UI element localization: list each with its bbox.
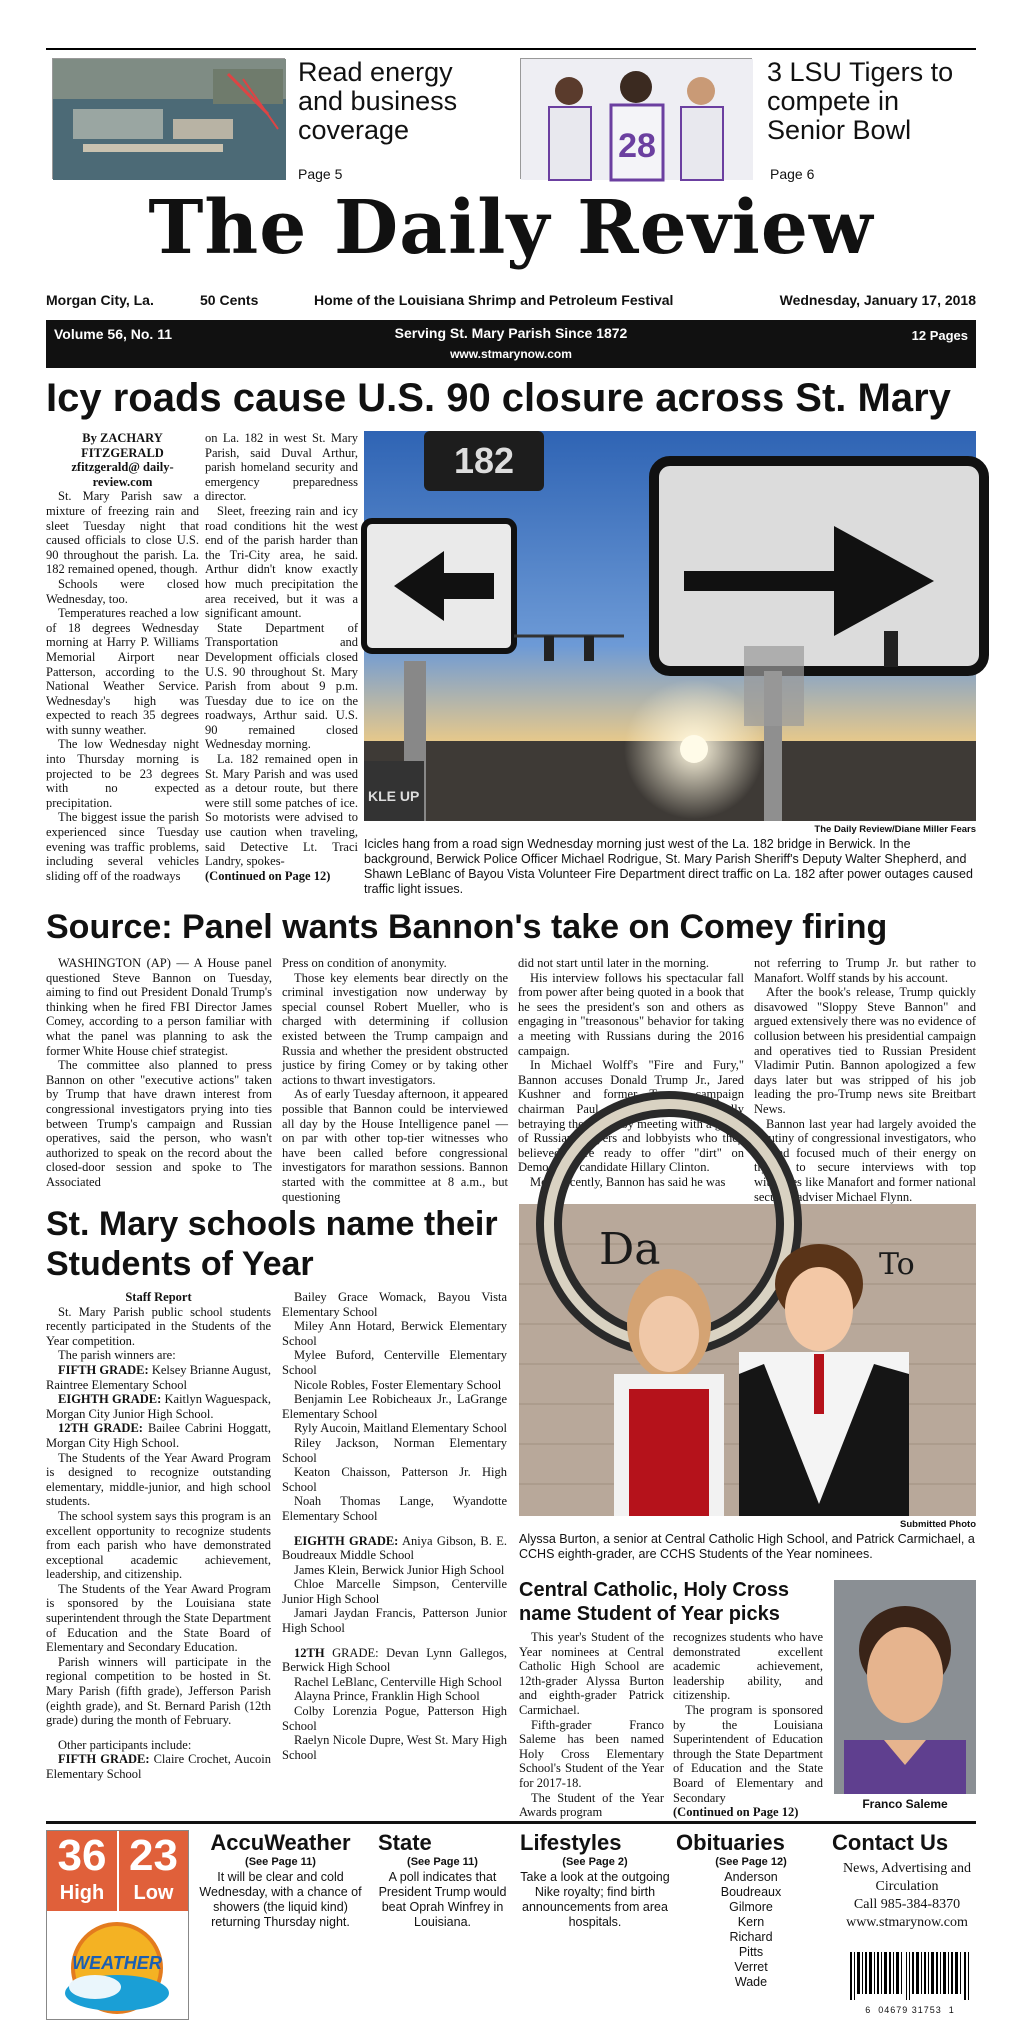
story3-text: The school system says this program is an excellent opportunity to recognize students from each parish who have demonstrated exceptional academic achievement, leadership, and citizenship. (46, 1508, 271, 1582)
story1-paragraph: Schools were closed Wednesday, too. (46, 576, 199, 606)
weather-box[interactable] (46, 1830, 189, 2020)
story3-caption: Alyssa Burton, a senior at Central Catholic High School, and Patrick Carmichael, a CCHS eighth-grader, are CCHS Students of the Year nominees. (519, 1532, 975, 1561)
obituary-name: Pitts (738, 1945, 764, 1959)
lifestyles-title: Lifestyles (520, 1830, 622, 1855)
story3-paragraph (46, 1509, 271, 1582)
story3-text: Raelyn Nicole Dupre, West St. Mary High School (282, 1733, 507, 1762)
story1-continued-link[interactable]: (Continued on Page 12) (205, 868, 331, 883)
masthead-date: Wednesday, January 17, 2018 (779, 292, 976, 308)
story3-paragraph (46, 1363, 271, 1392)
barcode (846, 1952, 974, 2015)
high-label: High (59, 1882, 105, 1904)
story3-list-item: Keaton Chaisson, Patterson Jr. High School (282, 1465, 507, 1494)
story3-text: Rachel LeBlanc, Centerville High School (294, 1674, 502, 1689)
road-sign-photo-image (364, 431, 976, 821)
story3-paragraph (46, 1305, 271, 1349)
obituary-name: Wade (734, 1975, 768, 1989)
story3-list-item (282, 1646, 507, 1675)
story2-paragraph: More recently, Bannon has said he was (530, 1174, 726, 1189)
footer-rule (46, 1821, 976, 1824)
accuweather-title: AccuWeather (210, 1830, 351, 1855)
story2-paragraph: Bannon last year had largely avoided the scrutiny of congressional investigators, who instead focused much of their energy on trying to secure interviews with top witnesses like Manafort and former national security adviser Michael Flynn. (754, 1116, 976, 1204)
teaser-page-energy[interactable]: Page 5 (298, 166, 343, 182)
barcode-image (846, 1952, 974, 2000)
story3-list-item (282, 1606, 507, 1635)
story3-text: Jamari Jaydan Francis, Patterson Junior High School (282, 1606, 507, 1636)
story1-paragraph: La. 182 remained open in St. Mary Parish and was used as a detour route, but there were still some patches of ice. So motorists were advised to use caution when traveling, said Detective Lt. Traci Landry, spokes- (205, 752, 358, 869)
high-temp-box (47, 1831, 117, 1911)
story3-paragraph (46, 1582, 271, 1655)
story3-list-item (282, 1689, 507, 1704)
story3-list-item: Noah Thomas Lange, Wyandotte Elementary School (282, 1494, 507, 1523)
story3-photo-credit: Submitted Photo (900, 1519, 976, 1530)
story3-text: The parish winners are: (58, 1348, 176, 1363)
franco-photo-caption: Franco Saleme (862, 1797, 948, 1811)
obituary-name: Richard (729, 1930, 773, 1944)
lsu-players-image (521, 59, 753, 180)
serving-line: Serving St. Mary Parish Since 1872 (394, 325, 628, 341)
story1-photo[interactable] (364, 431, 976, 821)
contact-phone[interactable]: Call 985-384-8370 (853, 1897, 961, 1912)
story1-photo-credit: The Daily Review/Diane Miller Fears (814, 824, 976, 835)
story1-paragraph: St. Mary Parish saw a mixture of freezing rain and sleet Tuesday night that caused officials to close U.S. 90 throughout the parish. La. 182 remained opened, though. (46, 489, 199, 577)
weather-logo-icon (47, 1913, 188, 2019)
story1-caption: Icicles hang from a road sign Wednesday morning just west of the La. 182 bridge in Berwick. In the background, Berwick Police Officer Michael Rodrigue, St. Mary Parish Sheriff's Deputy Walter Shepherd, and Shawn LeBlanc of Bayou Vista Volunteer Fire Department direct traffic on La. 182 after power outages caused traffic light issues. (364, 837, 973, 896)
masthead-title[interactable]: The Daily Review (148, 185, 874, 271)
obituaries-title: Obituaries (676, 1830, 785, 1855)
story3-paragraph (46, 1451, 271, 1509)
story4-paragraph: The Student of the Year Awards program (519, 1790, 664, 1820)
barcode-number: 6 04679 31753 1 (865, 2005, 955, 2015)
story1-paragraph: The biggest issue the parish experienced since Tuesday evening was traffic problems, including several vehicles sliding off of the roadways (46, 810, 199, 883)
state-section[interactable] (370, 1830, 515, 1930)
weather-logo (47, 1913, 188, 2019)
low-label: Low (133, 1882, 174, 1904)
masthead-info-bar (46, 320, 976, 368)
story4-paragraph: Fifth-grader Franco Saleme has been named Holy Cross Elementary School's Student of the Year for 2017-18. (519, 1717, 664, 1790)
obituary-name: Gilmore (729, 1900, 773, 1914)
story4-paragraph: This year's Student of the Year nominees at Central Catholic High School are 12th-grader Alyssa Burton and eighth-grader Patrick Carmichael. (519, 1630, 664, 1717)
contact-line: News, Advertising and Circulation (843, 1861, 971, 1894)
obituaries-see-page[interactable]: (See Page 12) (715, 1856, 787, 1868)
story3-text: Claire Crochet, Aucoin Elementary School (46, 1752, 271, 1781)
grade-lead: FIFTH GRADE: (58, 1362, 149, 1377)
grade-lead: EIGHTH GRADE: (294, 1533, 399, 1548)
story3-text: St. Mary Parish public school students recently participated in the Students of the Year competition. (46, 1304, 271, 1348)
story3-list-item (282, 1675, 507, 1690)
story3-text: The Students of the Year Award Program is sponsored by the Louisiana state superintendent through the State Department of Education and the State Board of Elementary and Secondary Education. (46, 1581, 271, 1655)
story3-paragraph (46, 1738, 271, 1753)
story2-paragraph: Those key elements bear directly on the criminal investigation now underway by special counsel Robert Mueller, who is charged with determining if collusion existed between the Trump campaign and Russia and whether the president obstructed justice by firing Comey or by taking other actions to thwart investigators. (282, 970, 508, 1087)
story3-list-item (282, 1534, 507, 1563)
story2-paragraph: After the book's release, Trump quickly disavowed "Sloppy Steve Bannon" and argued extensively there was no evidence of collusion between his presidential campaign and operatives tied to Russian President Vladimir Putin. Bannon apologized a few days later but was stripped of his job leading the pro-Trump news site Breitbart News. (754, 985, 976, 1116)
port-aerial-image (53, 59, 286, 180)
masthead-location: Morgan City, La. (46, 292, 154, 308)
story3-text: Other participants include: (58, 1737, 192, 1752)
obituary-name: Boudreaux (720, 1885, 782, 1899)
contact-section[interactable] (832, 1830, 982, 1932)
story2-paragraph: Press on condition of anonymity. (282, 956, 447, 970)
story3-column-2 (282, 1290, 507, 1812)
story3-text: The Students of the Year Award Program is designed to recognize outstanding elementary, middle-junior, and high school students. (46, 1450, 271, 1509)
story4-paragraph: recognizes students who have demonstrated excellent academic achievement, leadership ability, and citizenship. (673, 1630, 823, 1703)
story2-paragraph: WASHINGTON (AP) — A House panel questioned Steve Bannon on Tuesday, aiming to find out President Donald Trump's thinking when he fired FBI Director James Comey, according to a person familiar with what the panel was planning to ask the former White House chief strategist. (46, 956, 272, 1058)
story3-list-item (282, 1563, 507, 1578)
teaser-port-photo[interactable] (52, 58, 285, 179)
accuweather-see-page[interactable]: (See Page 11) (245, 1856, 316, 1868)
lifestyles-section[interactable] (520, 1830, 670, 1930)
weather-logo-text: WEATHER (72, 1953, 162, 1973)
route-sign-text: 182 (453, 440, 515, 481)
top-rule (46, 48, 976, 50)
story3-text: Kelsey Brianne August, Raintree Elementary School (46, 1362, 271, 1392)
story3-list-item: Riley Jackson, Norman Elementary School (282, 1435, 507, 1465)
story4-headline[interactable]: Central Catholic, Holy Cross name Student of Year picks (519, 1579, 790, 1625)
story3-text: James Klein, Berwick Junior High School (294, 1562, 505, 1577)
page-count: 12 Pages (911, 328, 968, 343)
state-see-page[interactable]: (See Page 11) (407, 1856, 478, 1868)
low-temp: 23 (129, 1831, 178, 1880)
story3-list-item (282, 1704, 507, 1733)
grade-lead: 12TH GRADE: (58, 1421, 143, 1436)
story1-byline: By ZACHARY FITZGERALD zfitzgerald@ daily-review.com (71, 431, 174, 489)
low-temp-box (119, 1831, 188, 1911)
obituary-name: Anderson (724, 1870, 778, 1884)
obituaries-section[interactable] (676, 1830, 826, 1990)
accuweather-section[interactable] (198, 1830, 363, 1930)
story3-text: GRADE: Devan Lynn Gallegos, Berwick High School (282, 1645, 507, 1675)
story4-column-2 (673, 1630, 823, 1820)
teaser-page-lsu[interactable]: Page 6 (770, 166, 815, 182)
grade-lead: EIGHTH GRADE: (58, 1392, 162, 1407)
story4-continued-link[interactable]: (Continued on Page 12) (673, 1805, 799, 1820)
story1-column-2 (205, 431, 358, 883)
story2-column-1 (46, 956, 272, 1192)
story3-headline[interactable]: St. Mary schools name their Students of Year (46, 1205, 498, 1283)
story1-paragraph: Sleet, freezing rain and icy road conditions hit the west end of the parish harder than the Tri-City area, he said. Arthur didn't know exactly how much precipitation the area received, but it was a significant amount. (205, 503, 358, 621)
story3-paragraph (46, 1655, 271, 1728)
story3-list-item: Bailey Grace Womack, Bayou Vista Elementary School (282, 1290, 507, 1319)
story3-paragraph (46, 1752, 271, 1781)
franco-portrait-image (834, 1580, 976, 1794)
story1-paragraph: Temperatures reached a low of 18 degrees Wednesday morning at Harry P. Williams Memorial Airport near Patterson, according to the National Weather Service. Wednesday's high was expected to reach 35 degrees with sunny weather. (46, 606, 199, 737)
story3-text: Chloe Marcelle Simpson, Centerville Junior High School (282, 1577, 507, 1606)
story1-paragraph: State Department of Transportation and Development officials closed U.S. 90 throughout St. Mary Parish from about 9 p.m. Tuesday due to ice on the roadways, Arthur said. U.S. 90 remained closed Wednesday morning. (205, 620, 358, 752)
state-text: A poll indicates that President Trump would beat Oprah Winfrey in Louisiana. (378, 1870, 507, 1929)
story1-paragraph: on La. 182 in west St. Mary Parish, said Duval Arthur, parish homeland security and emergency preparedness director. (205, 431, 358, 504)
story3-paragraph (46, 1392, 271, 1421)
story3-text: Colby Lorenzia Pogue, Patterson High School (282, 1704, 507, 1733)
accuweather-text: It will be clear and cold Wednesday, with a chance of showers (the liquid kind) returning Thursday night. (199, 1870, 362, 1929)
masthead-tagline: Home of the Louisiana Shrimp and Petroleum Festival (314, 292, 674, 308)
high-temp: 36 (57, 1831, 107, 1880)
story2-headline[interactable]: Source: Panel wants Bannon's take on Comey firing (46, 908, 888, 946)
story3-list-item: Nicole Robles, Foster Elementary School (294, 1377, 502, 1392)
obituary-name: Verret (734, 1960, 768, 1974)
story2-paragraph: His interview follows his spectacular fall from power after being quoted in a book that he sees the president's son and others as engaging in "treasonous" behavior for taking a meeting with Russians during the 2016 campaign. (518, 970, 744, 1058)
story3-paragraph (46, 1421, 271, 1450)
story2-column-3 (518, 956, 744, 1192)
story2-paragraph: The committee also planned to press Bannon on other "executive actions" taken by Trump that have drawn interest from congressional investigators prying into ties between Trump's campaign and Russian operatives, said the person, who wasn't authorized to speak on the record about the closed-door session and spoke to The Associated (46, 1058, 272, 1189)
story2-column-4 (754, 956, 976, 1204)
lifestyles-text: Take a look at the outgoing Nike royalty; find birth announcements from area hospitals. (520, 1870, 670, 1929)
small-sign-text: KLE UP (368, 788, 420, 804)
svg-text:28: 28 (618, 127, 656, 165)
teaser-lsu-photo[interactable] (520, 58, 752, 179)
story2-paragraph: In Michael Wolff's "Fire and Fury," Bannon accuses Donald Trump Jr., Jared Kushner and former Trump campaign chairman Paul Manafort of essentially betraying the nation by meeting with a group of Russian lawyers and lobbyists who they believed were ready to offer "dirt" on Democratic candidate Hillary Clinton. (518, 1058, 744, 1175)
story3-text: Bailee Cabrini Hoggatt, Morgan City High School. (46, 1421, 271, 1450)
grade-lead: FIFTH GRADE: (58, 1752, 150, 1767)
story3-text: Kaitlyn Waguespack, Morgan City Junior High School. (46, 1392, 272, 1421)
teaser-headline-lsu[interactable]: 3 LSU Tigers to compete in Senior Bowl (767, 57, 954, 145)
story3-byline: Staff Report (125, 1290, 192, 1304)
story3-list-item (282, 1577, 507, 1606)
grade-lead: 12TH (294, 1645, 325, 1660)
story3-list-item: Ryly Aucoin, Maitland Elementary School (294, 1421, 508, 1436)
story2-paragraph: did not start until later in the morning. (518, 956, 709, 970)
teaser-headline-energy[interactable]: Read energy and business coverage (298, 57, 458, 145)
story4-paragraph: The program is sponsored by the Louisiana Superintendent of Education through the State Department of Education and the State Board of Elementary and Secondary (673, 1702, 823, 1805)
wall-letters-left: Da (599, 1224, 661, 1275)
contact-website[interactable]: www.stmarynow.com (846, 1915, 968, 1930)
story3-paragraph (46, 1348, 271, 1363)
story3-text: Parish winners will participate in the regional competition to be hosted in St. Mary Parish (fifth grade), Jefferson Parish (eighth grade), and St. Bernard Parish (12th grade) during the month of February. (46, 1654, 271, 1728)
obituary-name: Kern (737, 1915, 765, 1929)
lifestyles-see-page[interactable]: (See Page 2) (562, 1856, 628, 1868)
story3-list-item: Mylee Buford, Centerville Elementary School (282, 1348, 507, 1377)
story2-column-2 (282, 956, 508, 1204)
website-link[interactable]: www.stmarynow.com (450, 347, 572, 361)
story2-paragraph: As of early Tuesday afternoon, it appeared possible that Bannon could be interviewed all day by the House Intelligence panel — on par with other top-tier witnesses who have been called before congressional investigators for marathon sessions. Bannon started with the committee at 8 a.m., but questioning (282, 1087, 508, 1204)
story3-text: Aniya Gibson, B. E. Boudreaux Middle School (282, 1533, 507, 1563)
wall-letters-right: To (879, 1247, 915, 1282)
contact-title: Contact Us (832, 1830, 949, 1855)
story3-photo[interactable] (519, 1204, 976, 1516)
story3-list-item (282, 1733, 507, 1762)
story3-text: Alayna Prince, Franklin High School (294, 1689, 480, 1704)
story1-headline[interactable]: Icy roads cause U.S. 90 closure across St. Mary (46, 376, 951, 420)
story2-paragraph: not referring to Trump Jr. but rather to Manafort. Wolff stands by his account. (754, 956, 976, 985)
story3-column-1 (46, 1290, 271, 1812)
state-title: State (378, 1830, 432, 1855)
masthead-price: 50 Cents (200, 292, 259, 308)
franco-photo[interactable] (834, 1580, 976, 1794)
story1-column-1 (46, 431, 199, 883)
story4-column-1 (519, 1630, 664, 1820)
volume-number: Volume 56, No. 11 (54, 326, 173, 342)
story3-list-item: Benjamin Lee Robicheaux Jr., LaGrange Elementary School (282, 1392, 507, 1421)
students-photo-image (519, 1204, 976, 1516)
story1-paragraph: The low Wednesday night into Thursday morning is projected to be 23 degrees with no expected precipitation. (46, 737, 199, 810)
story3-list-item: Miley Ann Hotard, Berwick Elementary School (282, 1319, 507, 1348)
